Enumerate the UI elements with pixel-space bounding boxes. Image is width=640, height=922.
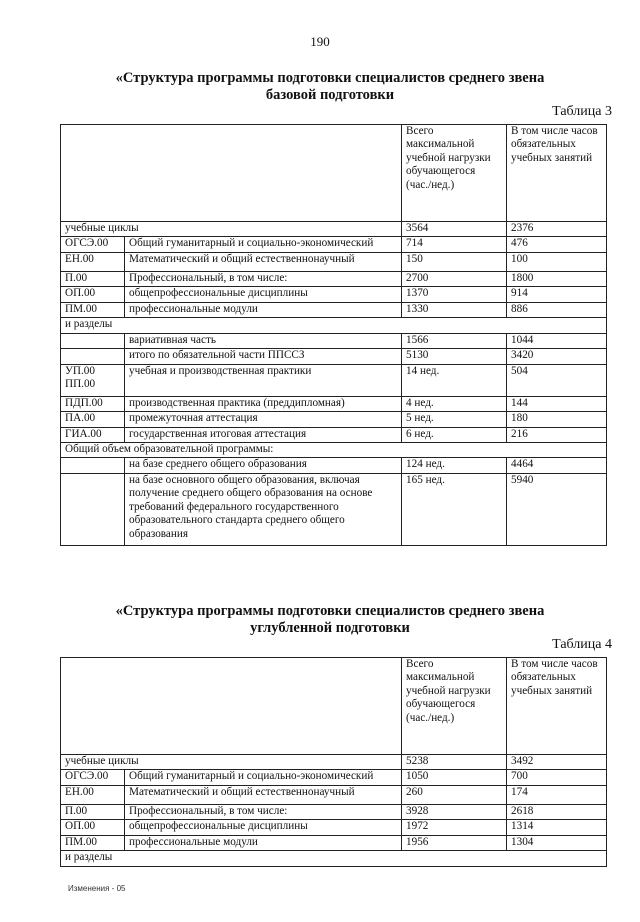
table-row: [61, 396, 607, 411]
row-required: 5940: [507, 473, 607, 545]
section1-title: [40, 70, 620, 104]
table-row: [61, 770, 607, 785]
row-required: 700: [507, 770, 607, 785]
row-code: ГИА.00: [61, 427, 125, 442]
row-required: 476: [507, 237, 607, 252]
row-name: на базе среднего общего образования: [125, 458, 402, 473]
row-name: общепрофессиональные дисциплины: [125, 287, 402, 302]
row-total: 714: [402, 237, 507, 252]
row-name: Математический и общий естественнонаучный: [125, 252, 402, 271]
table3: [60, 124, 607, 546]
table-row: [61, 427, 607, 442]
table-row: [61, 755, 607, 770]
row-total: 1566: [402, 334, 507, 349]
table-row: [61, 318, 607, 334]
table-row: [61, 820, 607, 835]
row-code: ЕН.00: [61, 785, 125, 804]
row-name: Общий гуманитарный и социально-экономический: [125, 770, 402, 785]
row-required: 216: [507, 427, 607, 442]
header-required: В том числе часов обязательных учебных занятий: [507, 658, 607, 755]
table-row: [61, 851, 607, 867]
row-label: и разделы: [61, 851, 607, 867]
row-name: Общий гуманитарный и социально-экономический: [125, 237, 402, 252]
table-row: [61, 222, 607, 237]
row-code: ОГСЭ.00: [61, 770, 125, 785]
row-total: 6 нед.: [402, 427, 507, 442]
row-name: итого по обязательной части ППССЗ: [125, 349, 402, 364]
header-empty-cell: [61, 125, 402, 222]
section1-title-line1: «Структура программы подготовки специалистов среднего звена: [115, 70, 545, 86]
row-code-line2: ПП.00: [65, 378, 96, 391]
row-required: 1314: [507, 820, 607, 835]
row-required: 2618: [507, 804, 607, 819]
table-row: [61, 804, 607, 819]
table-row: [61, 458, 607, 473]
page-number: 190: [310, 34, 330, 49]
row-required: 180: [507, 412, 607, 427]
footer-note: Изменения - 05: [68, 884, 126, 893]
row-required: 914: [507, 287, 607, 302]
section2-title: [40, 603, 620, 637]
row-total: 124 нед.: [402, 458, 507, 473]
table-row: [61, 271, 607, 286]
table-row: [61, 287, 607, 302]
header-total: Всего максимальной учебной нагрузки обучающегося (час./нед.): [402, 658, 507, 755]
row-total: 165 нед.: [402, 473, 507, 545]
row-required: 144: [507, 396, 607, 411]
table-row: [61, 302, 607, 317]
row-total: 5130: [402, 349, 507, 364]
row-name: профессиональные модули: [125, 302, 402, 317]
row-total: 3564: [402, 222, 507, 237]
row-name: промежуточная аттестация: [125, 412, 402, 427]
section2-title-line2: углубленной подготовки: [250, 620, 410, 636]
table-row: [61, 443, 607, 458]
row-required: 886: [507, 302, 607, 317]
row-code-empty: [61, 349, 125, 364]
row-required: 1044: [507, 334, 607, 349]
table3-label: Таблица 3: [552, 104, 612, 119]
table-header-row: [61, 658, 607, 755]
row-total: 5238: [402, 755, 507, 770]
row-name: производственная практика (преддипломная): [125, 396, 402, 411]
table-row: [61, 349, 607, 364]
section2-title-line1: «Структура программы подготовки специалистов среднего звена: [115, 603, 545, 619]
table-row: [61, 334, 607, 349]
row-required: 3420: [507, 349, 607, 364]
row-required: 1304: [507, 835, 607, 850]
row-code-empty: [61, 458, 125, 473]
row-code: ПДП.00: [61, 396, 125, 411]
table4: [60, 657, 607, 867]
row-name: профессиональные модули: [125, 835, 402, 850]
row-name: Профессиональный, в том числе:: [125, 804, 402, 819]
table-row: [61, 785, 607, 804]
row-total: 260: [402, 785, 507, 804]
row-name: Профессиональный, в том числе:: [125, 271, 402, 286]
row-code: ОП.00: [61, 820, 125, 835]
row-total: 1972: [402, 820, 507, 835]
row-total: 3928: [402, 804, 507, 819]
row-code-empty: [61, 334, 125, 349]
row-code: ОГСЭ.00: [61, 237, 125, 252]
table-row: [61, 835, 607, 850]
row-code: ОП.00: [61, 287, 125, 302]
row-required: 504: [507, 364, 607, 396]
row-name: государственная итоговая аттестация: [125, 427, 402, 442]
row-label: и разделы: [61, 318, 607, 334]
table4-label: Таблица 4: [552, 637, 612, 652]
row-name: на базе основного общего образования, включая получение среднего общего образования на основе требований федерального государственного образовательного стандарта среднего общего образования: [125, 473, 402, 545]
row-code-line1: УП.00: [65, 364, 95, 377]
row-name: учебная и производственная практики: [125, 364, 402, 396]
header-required: В том числе часов обязательных учебных занятий: [507, 125, 607, 222]
row-total: 1050: [402, 770, 507, 785]
section1-title-line2: базовой подготовки: [265, 87, 395, 103]
row-total: 4 нед.: [402, 396, 507, 411]
table-row: [61, 473, 607, 545]
table-row: [61, 412, 607, 427]
row-total: 1370: [402, 287, 507, 302]
row-code: ПА.00: [61, 412, 125, 427]
table-row: [61, 364, 607, 396]
row-total: 150: [402, 252, 507, 271]
row-total: 1956: [402, 835, 507, 850]
row-label: учебные циклы: [61, 755, 402, 770]
row-required: 1800: [507, 271, 607, 286]
row-required: 174: [507, 785, 607, 804]
row-code: [61, 364, 125, 396]
row-name: общепрофессиональные дисциплины: [125, 820, 402, 835]
header-total: Всего максимальной учебной нагрузки обучающегося (час./нед.): [402, 125, 507, 222]
row-required: 2376: [507, 222, 607, 237]
row-label: Общий объем образовательной программы:: [61, 443, 607, 458]
row-required: 3492: [507, 755, 607, 770]
row-code: ПМ.00: [61, 835, 125, 850]
row-name: Математический и общий естественнонаучный: [125, 785, 402, 804]
row-total: 5 нед.: [402, 412, 507, 427]
table-row: [61, 252, 607, 271]
row-code: П.00: [61, 271, 125, 286]
row-name: вариативная часть: [125, 334, 402, 349]
header-empty-cell: [61, 658, 402, 755]
row-code: ЕН.00: [61, 252, 125, 271]
row-code: ПМ.00: [61, 302, 125, 317]
row-label: учебные циклы: [61, 222, 402, 237]
row-total: 2700: [402, 271, 507, 286]
table-row: [61, 237, 607, 252]
row-total: 14 нед.: [402, 364, 507, 396]
row-required: 4464: [507, 458, 607, 473]
row-required: 100: [507, 252, 607, 271]
row-total: 1330: [402, 302, 507, 317]
table-header-row: [61, 125, 607, 222]
row-code: П.00: [61, 804, 125, 819]
row-code-empty: [61, 473, 125, 545]
